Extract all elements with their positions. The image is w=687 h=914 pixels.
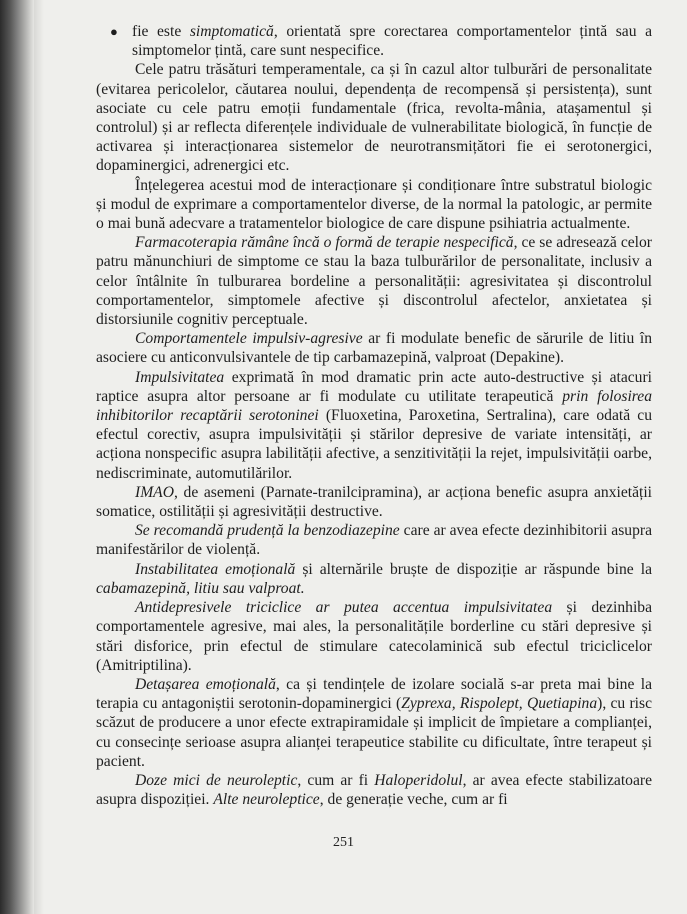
text-run: fie este — [132, 23, 190, 40]
text-run: , de asemeni (Parnate-tranilcipramina), ar acționa benefic asupra anxietății somatice, ostilității și agresivității destructive. — [96, 483, 652, 521]
italic-text-run: simptomatică — [189, 23, 274, 40]
text-run: care ar avea efecte dezinhibitorii asupra manifestărilor de violență. — [96, 522, 652, 559]
book-page-text — [96, 22, 652, 809]
text-run: , orientată spre corectarea comportamentelor țintă sau a simptomelor țintă, care sunt nespecifice. — [132, 23, 652, 60]
italic-text-run: Doze mici de neuroleptic — [135, 771, 298, 789]
paragraph — [96, 771, 652, 809]
paragraph — [96, 483, 652, 521]
bullet-item — [96, 22, 652, 60]
text-run: (Fluoxetina, Paroxetina, Sertralina), care odată cu efectul corectiv, asupra impulsivității și stărilor depresive de variate intensități, ar acționa nonspecific asupra labilității afective, a senzitivității la rejet, impulsivității oarbe, nediscriminate, automutilărilor. — [96, 407, 652, 482]
paragraph — [96, 598, 652, 675]
paragraph — [96, 60, 652, 175]
text-run: și dezinhiba comportamentele agresive, mai ales, la personalitățile borderline cu stări depresive și stări disforice, prin efectul de stimulare catecolaminică sub efectul triciclicelor (Amitriptilina). — [96, 599, 652, 674]
italic-text-run: Alte neuroleptice — [213, 791, 320, 809]
text-run: Cele patru trăsături temperamentale, ca și în cazul altor tulburări de personalitate (evitarea pericolelor, căutarea noului, dependența de recompensă și persistența), sunt asociate cu cele patru emoții fundamentale (frica, revolta-mânia, atașamentul și controlul) și ar reflecta diferențele individuale de vulnerabilitate biologică, în funcție de activarea și interacționarea sistemelor de neurotransmițători fie ei serotonergici, dopaminergici, adrenergici etc. — [96, 61, 652, 175]
page-edge-shadow — [34, 0, 44, 914]
italic-text-run: Zyprexa, Rispolept, Quetiapina — [401, 695, 598, 713]
paragraph — [96, 329, 652, 367]
paragraph — [96, 560, 652, 598]
italic-text-run: Instabilitatea emoțională — [135, 560, 296, 578]
text-run: exprimată în mod dramatic prin acte auto-destructive și atacuri raptice asupra altor persoane ar fi modulate cu utilitate terapeutică — [96, 368, 652, 405]
text-run: ar fi modulate benefic de sărurile de litiu în asociere cu anticonvulsivantele de tip carbamazepină, valproat (Depakine). — [96, 330, 652, 367]
italic-text-run: Detașarea emoțională — [135, 675, 276, 693]
paragraph — [96, 675, 652, 771]
text-run: , ca și tendințele de izolare socială s-ar preta mai bine la terapia cu antagoniștii serotonin-dopaminergici ( — [96, 675, 652, 713]
italic-text-run: Se recomandă prudență la benzodiazepine — [135, 522, 400, 540]
italic-text-run: Antidepresivele triciclice ar putea accentua impulsivitatea — [135, 599, 553, 617]
italic-text-run: IMAO — [135, 483, 174, 501]
italic-text-run: Haloperidolul — [374, 771, 463, 789]
text-run: , de generație veche, cum ar fi — [319, 791, 508, 809]
text-run: și alternările bruște de dispoziție ar răspunde bine la — [295, 560, 652, 578]
paragraph — [96, 233, 652, 329]
italic-text-run: cabamazepină, litiu sau valproat. — [96, 579, 305, 597]
text-run: ), cu risc scăzut de producere a unor efecte extrapiramidale și implicit de împietare a complianței, cu consecințe serioase asupra alianței terapeutice stabilite cu dificultate, între terapeut și pacient. — [96, 695, 653, 770]
paragraph — [96, 521, 652, 559]
text-run: , ce se adresează celor patru mănunchiuri de simptome ce stau la baza tulburărilor de personalitate, inclusiv a celor întâlnite în tulburarea bordeline a personalității: agresivitatea și discontrolul comportamentelor, simptomele afective și discontrolul afectelor, anxietatea și distorsiunile cognitiv perceptuale. — [96, 234, 652, 329]
italic-text-run: Impulsivitatea — [135, 368, 225, 386]
text-run: , cum ar fi — [297, 771, 375, 789]
text-run: , ar avea efecte stabilizatoare asupra dispoziției. — [96, 771, 652, 809]
italic-text-run: Comportamentele impulsiv-agresive — [135, 330, 363, 348]
paragraph — [96, 368, 652, 483]
italic-text-run: prin folosirea inhibitorilor recaptării serotoninei — [96, 387, 652, 425]
text-run: Înțelegerea acestui mod de interacționare și condiționare între substratul biologic și modul de exprimare a comportamentelor diverse, de la normal la patologic, ar permite o mai bună adecvare a tratamentelor biologice de care dispune psihiatria actualmente. — [96, 176, 652, 233]
italic-text-run: Farmacoterapia rămâne încă o formă de terapie nespecifică — [135, 234, 514, 252]
bullet-dot-icon: ● — [110, 24, 118, 39]
page-number: 251 — [333, 835, 354, 850]
paragraph — [96, 176, 652, 234]
book-binding-shadow — [0, 0, 34, 914]
